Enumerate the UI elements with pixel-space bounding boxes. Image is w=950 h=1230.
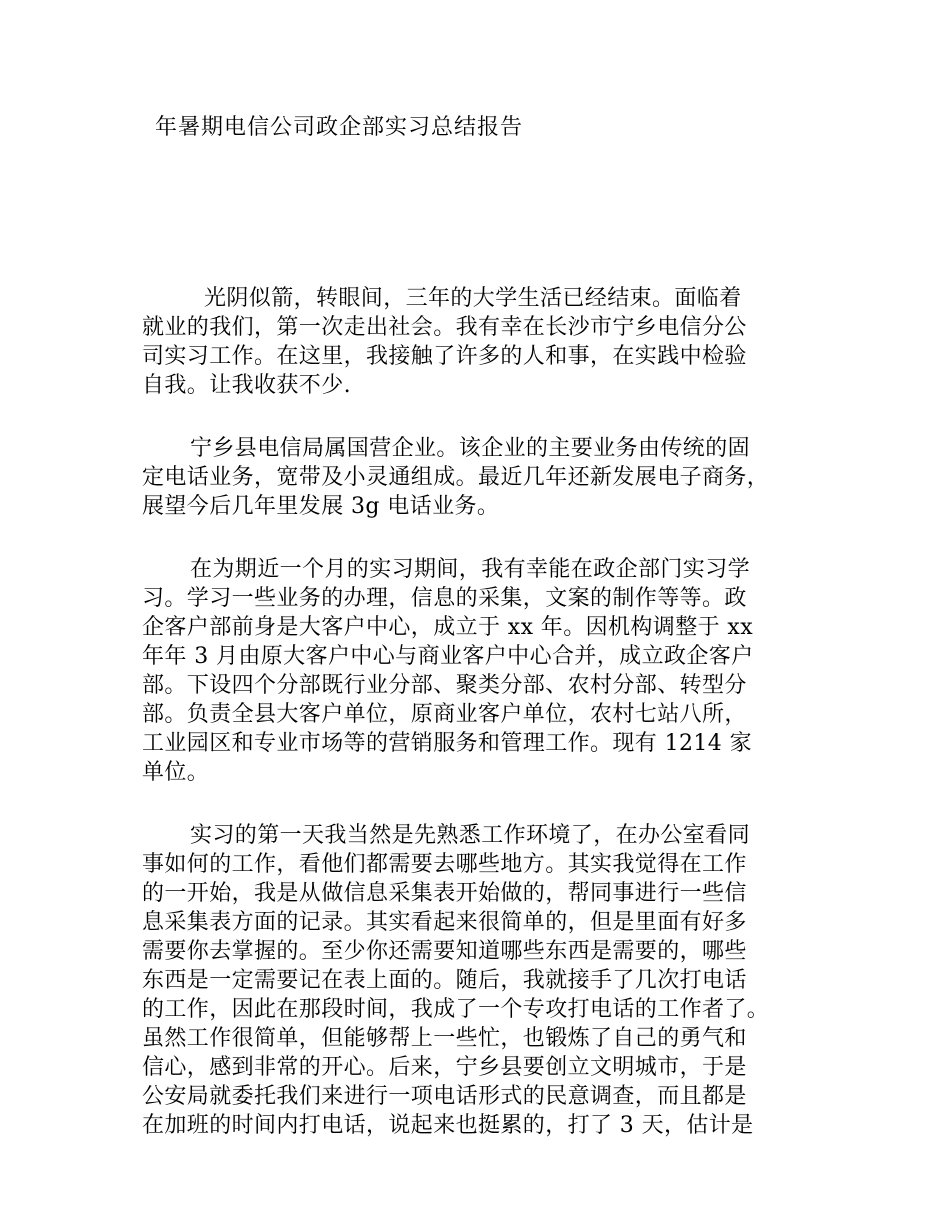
text-line: 实习的第一天我当然是先熟悉工作环境了，在办公室看同	[190, 823, 751, 848]
text-line: 习。学习一些业务的办理，信息的采集，文案的制作等等。政	[142, 586, 747, 611]
text-line: 单位。	[142, 760, 210, 785]
text-line: 自我。让我收获不少.	[142, 373, 351, 398]
text-line: 定电话业务，宽带及小灵通组成。最近几年还新发展电子商务，	[142, 465, 770, 490]
paragraph-1	[142, 284, 832, 400]
text-line: 在为期近一个月的实习期间，我有幸能在政企部门实习学	[190, 557, 751, 582]
text-line: 的工作，因此在那段时间，我成了一个专攻打电话的工作者了。	[142, 997, 770, 1022]
paragraph-4	[142, 821, 832, 1140]
text-line: 年年 3 月由原大客户中心与商业客户中心合并，成立政企客户	[142, 644, 754, 669]
text-line: 信心，感到非常的开心。后来，宁乡县要创立文明城市，于是	[142, 1055, 747, 1080]
text-line: 的一开始，我是从做信息采集表开始做的，帮同事进行一些信	[142, 881, 747, 906]
text-line: 部。下设四个分部既行业分部、聚类分部、农村分部、转型分	[142, 673, 747, 698]
text-line: 展望今后几年里发展 3g 电话业务。	[142, 494, 500, 519]
text-line: 光阴似箭，转眼间，三年的大学生活已经结束。面临着	[204, 286, 742, 311]
text-line: 息采集表方面的记录。其实看起来很简单的，但是里面有好多	[142, 910, 747, 935]
text-line: 需要你去掌握的。至少你还需要知道哪些东西是需要的，哪些	[142, 939, 747, 964]
text-line: 公安局就委托我们来进行一项电话形式的民意调查，而且都是	[142, 1084, 747, 1109]
text-line: 企客户部前身是大客户中心，成立于 xx 年。因机构调整于 xx	[142, 615, 754, 640]
text-line: 在加班的时间内打电话，说起来也挺累的，打了 3 天，估计是	[142, 1113, 754, 1138]
paragraph-2	[142, 434, 832, 521]
document-title: 年暑期电信公司政企部实习总结报告	[155, 115, 524, 140]
paragraph-3	[142, 555, 832, 787]
text-line: 事如何的工作，看他们都需要去哪些地方。其实我觉得在工作	[142, 852, 747, 877]
document-body	[142, 284, 832, 1174]
text-line: 司实习工作。在这里，我接触了许多的人和事，在实践中检验	[142, 344, 747, 369]
text-line: 东西是一定需要记在表上面的。随后，我就接手了几次打电话	[142, 968, 747, 993]
text-line: 虽然工作很简单，但能够帮上一些忙，也锻炼了自己的勇气和	[142, 1026, 747, 1051]
text-line: 宁乡县电信局属国营企业。该企业的主要业务由传统的固	[190, 436, 751, 461]
text-line: 部。负责全县大客户单位，原商业客户单位，农村七站八所，	[142, 702, 747, 727]
text-line: 工业园区和专业市场等的营销服务和管理工作。现有 1214 家	[142, 731, 752, 756]
text-line: 就业的我们，第一次走出社会。我有幸在长沙市宁乡电信分公	[142, 315, 747, 340]
